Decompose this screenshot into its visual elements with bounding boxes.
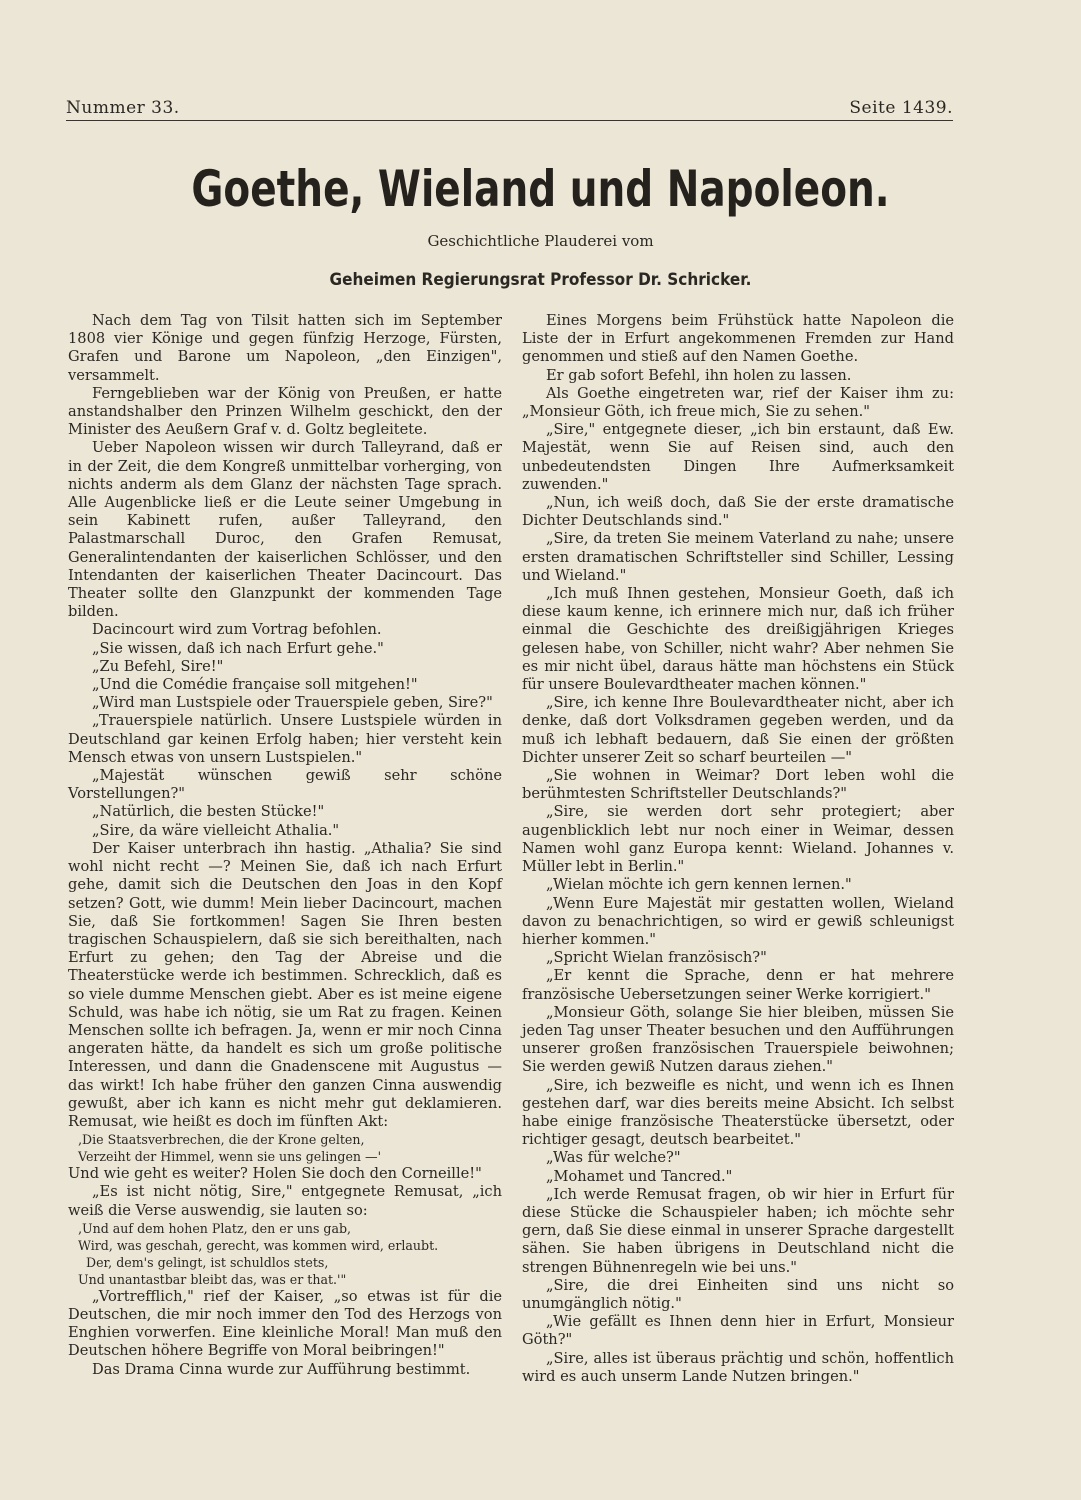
article-author: Geheimen Regierungsrat Professor Dr. Schricker. [329,270,752,290]
paragraph: „Sire, die drei Einheiten sind uns nicht so unumgänglich nötig." [522,1276,954,1312]
paragraph: „Und die Comédie française soll mitgehen!" [92,676,418,694]
verse-line: Der, dem's gelingt, ist schuldlos stets, [86,1254,329,1270]
verse-line: Verzeiht der Himmel, wenn sie uns gelingen —' [78,1149,382,1165]
paragraph: „Was für welche?" [546,1149,681,1167]
paragraph: „Wird man Lustspiele oder Trauerspiele geben, Sire?" [92,694,493,712]
paragraph: „Mohamet und Tancred." [546,1167,733,1185]
paragraph: „Monsieur Göth, solange Sie hier bleiben, müssen Sie jeden Tag unser Theater besuchen und den Aufführungen unserer großen französischen Trauerspiele beiwohnen; Sie werden gewiß Nutzen daraus ziehen." [522,1003,954,1076]
paragraph: „Wie gefällt es Ihnen denn hier in Erfurt, Monsieur Göth?" [522,1313,954,1349]
paragraph: „Es ist nicht nötig, Sire," entgegnete Remusat, „ich weiß die Verse auswendig, sie lauten so: [68,1183,502,1219]
paragraph: „Majestät wünschen gewiß sehr schöne Vorstellungen?" [68,767,502,803]
paragraph: „Sie wohnen in Weimar? Dort leben wohl die berühmtesten Schriftsteller Deutschlands?" [522,767,954,803]
paragraph: „Sire, alles ist überaus prächtig und schön, hoffentlich wird es auch unserm Lande Nutzen bringen." [522,1349,954,1385]
paragraph: „Sire, da treten Sie meinem Vaterland zu nahe; unsere ersten dramatischen Schriftsteller sind Schiller, Lessing und Wieland." [522,530,954,584]
paragraph: Nach dem Tag von Tilsit hatten sich im September 1808 vier Könige und gegen fünfzig Herzoge, Fürsten, Grafen und Barone um Napoleon, „den Einzigen", versammelt. [68,312,502,384]
article-subtitle: Geschichtliche Plauderei vom [427,232,654,250]
paragraph: „Zu Befehl, Sire!" [92,657,224,675]
paragraph: Ueber Napoleon wissen wir durch Talleyrand, daß er in der Zeit, die dem Kongreß unmittelbar vorherging, von nichts anderm als dem Glanz der nächsten Tage sprach. Alle Augenblicke ließ er die Leute seiner Umgebung in sein Kabinett rufen, außer Talleyrand, den Palastmarschall Duroc, den Grafen Remusat, Generalintendanten der kaiserlichen Schlösser, und den Intendanten der kaiserlichen Theater Dacincourt. Das Theater sollte den Glanzpunkt der kommenden Tage bilden. [68,439,502,621]
paragraph: „Sie wissen, daß ich nach Erfurt gehe." [92,639,384,657]
paragraph: „Wenn Eure Majestät mir gestatten wollen, Wieland davon zu benachrichtigen, so wird er gewiß schleunigst hierher kommen." [522,894,954,948]
paragraph: „Natürlich, die besten Stücke!" [92,803,325,821]
paragraph: Als Goethe eingetreten war, rief der Kaiser ihm zu: „Monsieur Göth, ich freue mich, Sie zu sehen." [522,384,954,421]
verse-line: ‚Die Staatsverbrechen, die der Krone gelten, [78,1132,365,1148]
verse-line: ‚Und auf dem hohen Platz, den er uns gab, [78,1220,352,1236]
paragraph: Dacincourt wird zum Vortrag befohlen. [92,621,382,639]
paragraph: „Sire, ich bezweifle es nicht, und wenn ich es Ihnen gestehen darf, war dies bereits meine Absicht. Ich selbst habe einige französische Theaterstücke übersetzt, oder richtiger gesagt, deutsch bearbeitet." [522,1076,954,1149]
header-rule [66,120,953,121]
paragraph: „Trauerspiele natürlich. Unsere Lustspiele würden in Deutschland gar keinen Erfolg haben; hier versteht kein Mensch etwas von unsern Lustspielen." [68,712,502,766]
paragraph: „Sire," entgegnete dieser, „ich bin erstaunt, daß Ew. Majestät, wenn Sie auf Reisen sind, auch den unbedeutendsten Dingen Ihre Aufmerksamkeit zuwenden." [522,421,954,493]
paragraph: Ferngeblieben war der König von Preußen, er hatte anstandshalber den Prinzen Wilhelm geschickt, den der Minister des Aeußern Graf v. d. Goltz begleitete. [68,384,502,439]
left-column [68,312,502,1379]
paragraph: Der Kaiser unterbrach ihn hastig. „Athalia? Sie sind wohl nicht recht —? Meinen Sie, daß ich nach Erfurt gehe, damit sich die Deutschen den Joas in den Kopf setzen? Gott, wie dumm! Mein lieber Dacincourt, machen Sie, daß Sie fortkommen! Sagen Sie Ihren besten tragischen Schauspielern, daß sie sich bereithalten, nach Erfurt zu gehen; den Tag der Abreise und die Theaterstücke werde ich bestimmen. Schrecklich, daß es so viele dumme Menschen giebt. Aber es ist meine eigene Schuld, was habe ich nötig, sie um Rat zu fragen. Keinen Menschen sollte ich befragen. Ja, wenn er mir noch Cinna angeraten hätte, da handelt es sich um große politische Interessen, und dann die Gnadenscene mit Augustus — das wirkt! Ich habe früher den ganzen Cinna auswendig gewußt, aber ich kann es nicht mehr gut deklamieren. Remusat, wie heißt es doch im fünften Akt: [68,839,502,1130]
paragraph: „Wielan möchte ich gern kennen lernen." [546,876,852,894]
paragraph: Er gab sofort Befehl, ihn holen zu lassen. [546,366,852,384]
paragraph: „Spricht Wielan französisch?" [546,949,767,967]
page-number: Seite 1439. [849,98,953,118]
paragraph: „Ich muß Ihnen gestehen, Monsieur Goeth, daß ich diese kaum kenne, ich erinnere mich nur, daß ich früher einmal die Geschichte des dreißigjährigen Krieges gelesen habe, von Schiller, nicht wahr? Aber nehmen Sie es mir nicht übel, daraus hätte man höchstens ein Stück für unsere Boulevardtheater machen können." [522,585,954,694]
paragraph: „Sire, sie werden dort sehr protegiert; aber augenblicklich lebt nur noch einer in Weimar, dessen Namen wohl ganz Europa kennt: Wieland. Johannes v. Müller lebt in Berlin." [522,803,954,876]
paragraph: „Nun, ich weiß doch, daß Sie der erste dramatische Dichter Deutschlands sind." [522,494,954,530]
paragraph: Und wie geht es weiter? Holen Sie doch den Corneille!" [68,1165,482,1183]
paragraph: „Er kennt die Sprache, denn er hat mehrere französische Uebersetzungen seiner Werke korrigiert." [522,967,954,1003]
article-title: Goethe, Wieland und Napoleon. [191,160,890,218]
paragraph: Eines Morgens beim Frühstück hatte Napoleon die Liste der in Erfurt angekommenen Fremden zur Hand genommen und stieß auf den Namen Goethe. [522,312,954,366]
verse-line: Wird, was geschah, gerecht, was kommen wird, erlaubt. [78,1237,439,1253]
verse-line: Und unantastbar bleibt das, was er that.'" [78,1271,347,1287]
paragraph: „Ich werde Remusat fragen, ob wir hier in Erfurt für diese Stücke die Schauspieler haben; ich möchte sehr gern, daß Sie diese einmal in unserer Sprache dargestellt sähen. Sie haben übrigens in Deutschland nicht die strengen Bühnenregeln wie bei uns." [522,1185,954,1276]
running-header [66,98,953,124]
paragraph: „Sire, da wäre vielleicht Athalia." [92,821,340,839]
issue-number: Nummer 33. [66,98,180,118]
paragraph: „Sire, ich kenne Ihre Boulevardtheater nicht, aber ich denke, daß dort Volksdramen gegeben werden, und da muß ich lebhaft bedauern, daß Sie einen der größten Dichter unserer Zeit so scharf beurteilen —" [522,694,954,766]
paragraph: Das Drama Cinna wurde zur Aufführung bestimmt. [92,1360,471,1378]
paragraph: „Vortrefflich," rief der Kaiser, „so etwas ist für die Deutschen, die mir noch immer den Tod des Herzogs von Enghien vorwerfen. Eine kleinliche Moral! Man muß den Deutschen höhere Begriffe von Moral beibringen!" [68,1287,502,1360]
right-column [522,312,954,1386]
